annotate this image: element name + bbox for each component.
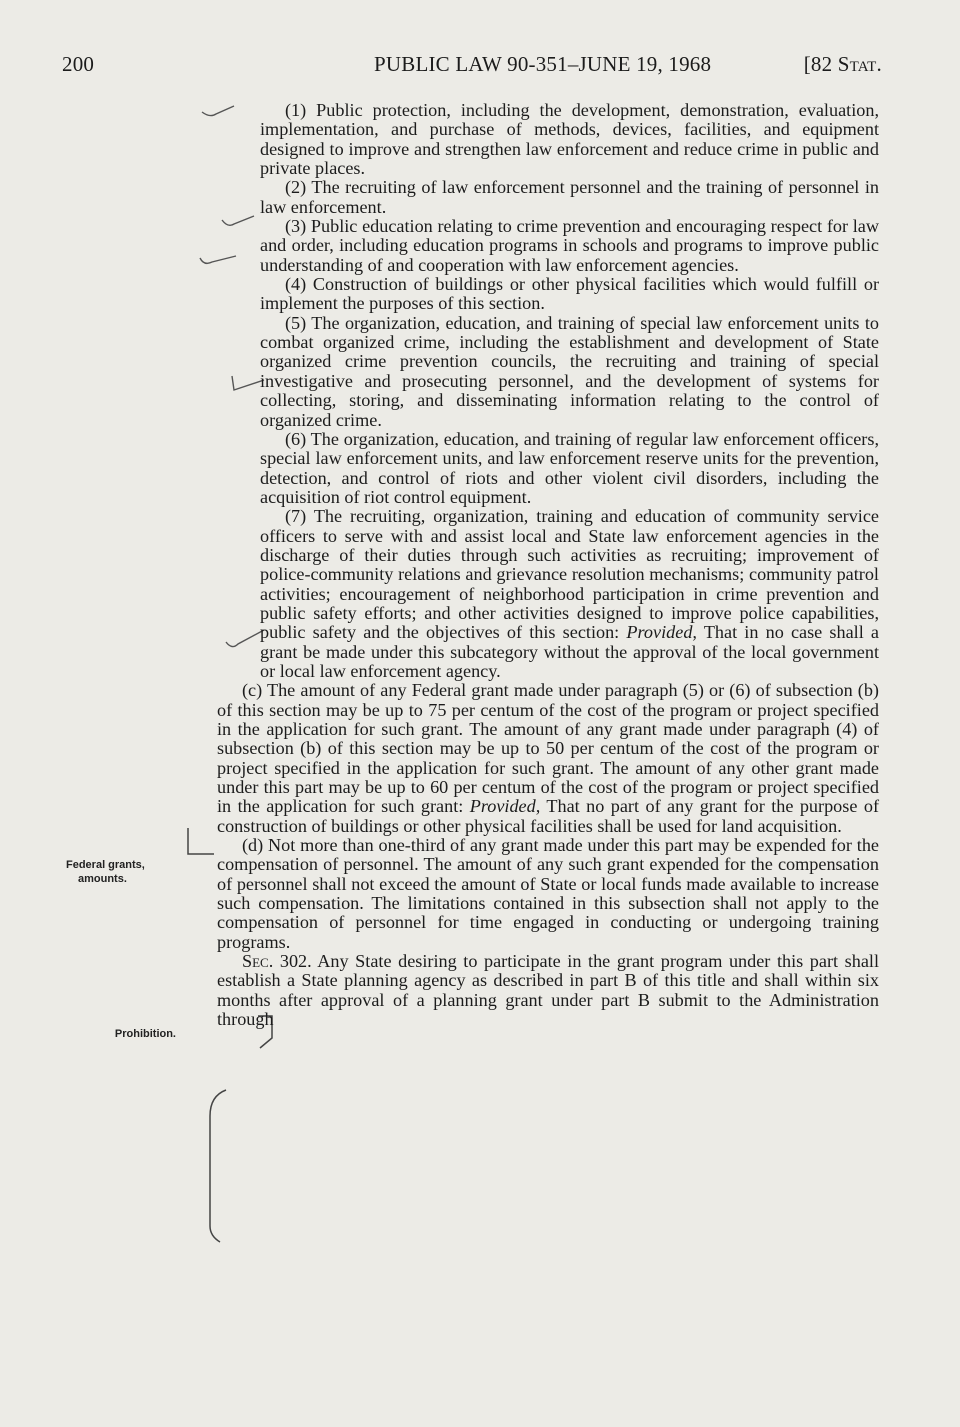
paragraph-7-end: That in no case shall a grant be made under this subcategory without the approval of the local government or local law enforcement agency.: [260, 622, 880, 681]
bracket-mark-icon: [200, 1086, 230, 1246]
page-number: 200: [62, 52, 95, 76]
paragraph-3: (3) Public education relating to crime prevention and encouraging respect for law and order, including education programs in schools and programs to improve public understanding of and cooperation with law enforcement agencies.: [260, 216, 879, 275]
subsection-c-main: (c) The amount of any Federal grant made under paragraph (5) or (6) of subsection (b) of this section may be up to 75 per centum of the cost of the program or project specified in the application for such grant. The amount of any grant made under paragraph (4) of subsection (b) of this section may be up to 50 per centum of the cost of the program or project specified in the application for such grant. The amount of any other grant made under this part may be up to 60 per centum of the cost of the program or project specified in the application for such grant:: [217, 680, 879, 817]
subsection-c-end: That no part of any grant for the purpose of construction of buildings or other physical facilities shall be used for land acquisition.: [217, 796, 880, 836]
paragraph-7-main: (7) The recruiting, organization, training and education of community service officers to serve with and assist local and State law enforcement agencies in the discharge of their duties through such activities as recruiting; improvement of police-community relations and grievance resolution mechanisms; community patrol activities; encouragement of neighborhood participation in crime prevention and public safety efforts; and other activities designed to improve police capabilities, public safety and the objectives of this section:: [260, 506, 879, 643]
statute-reference: [804, 52, 882, 77]
paragraph-1: (1) Public protection, including the development, demonstration, evaluation, implementation, and purchase of methods, devices, facilities, and equipment designed to improve and strengthen law enforcement and reduce crime in public and private places.: [260, 100, 879, 179]
margin-note-prohibition: Prohibition.: [114, 1028, 176, 1040]
statute-volume: [82: [803, 52, 833, 76]
bracket-mark-icon: [176, 826, 216, 862]
margin-note-federal-grants: [66, 858, 176, 886]
subsection-c: [217, 681, 879, 836]
statute-abbrev: Stat.: [837, 52, 882, 76]
section-label: Sec.: [242, 951, 274, 972]
margin-note-federal-line2: amounts.: [78, 873, 127, 885]
page-header: [62, 52, 882, 84]
paragraph-5: (5) The organization, education, and training of special law enforcement units to combat organized crime, including the establishment and development of State organized crime prevention councils, the recruiting and training of special investigative and prosecuting personnel, and the development of systems for collecting, storing, and disseminating information relating to the control of organized crime.: [260, 312, 879, 430]
paragraph-4: (4) Construction of buildings or other physical facilities which would fulfill or implement the purposes of this section.: [260, 274, 879, 314]
running-title: PUBLIC LAW 90-351–JUNE 19, 1968: [374, 52, 712, 76]
subsection-c-proviso: Provided,: [469, 796, 541, 817]
paragraph-6: (6) The organization, education, and training of regular law enforcement officers, special law enforcement units, and law enforcement reserve units for the prevention, detection, and control of riots and other violent civil disorders, including the acquisition of riot control equipment.: [260, 428, 879, 507]
margin-note-federal-line1: Federal grants,: [66, 859, 145, 871]
paragraph-7: [217, 507, 879, 681]
statute-body: [217, 101, 879, 1030]
paragraph-7-proviso: Provided,: [626, 622, 697, 643]
section-302-text: 302. Any State desiring to participate in the grant program under this part shall establish a State planning agency as described in part B of this title and shall within six months after approval of a planning grant under part B submit to the Administration through: [217, 951, 879, 1030]
subsection-d: (d) Not more than one-third of any grant made under this part may be expended for the compensation of personnel. The amount of any such grant expended for the compensation of personnel shall not exceed the amount of State or local funds made available to increase such compensation. The limitations contained in this subsection shall not apply to the compensation of personnel for time engaged in conducting or undergoing training programs.: [217, 835, 879, 952]
section-302: [217, 952, 879, 1029]
paragraph-2: (2) The recruiting of law enforcement personnel and the training of personnel in law enforcement.: [260, 177, 879, 217]
